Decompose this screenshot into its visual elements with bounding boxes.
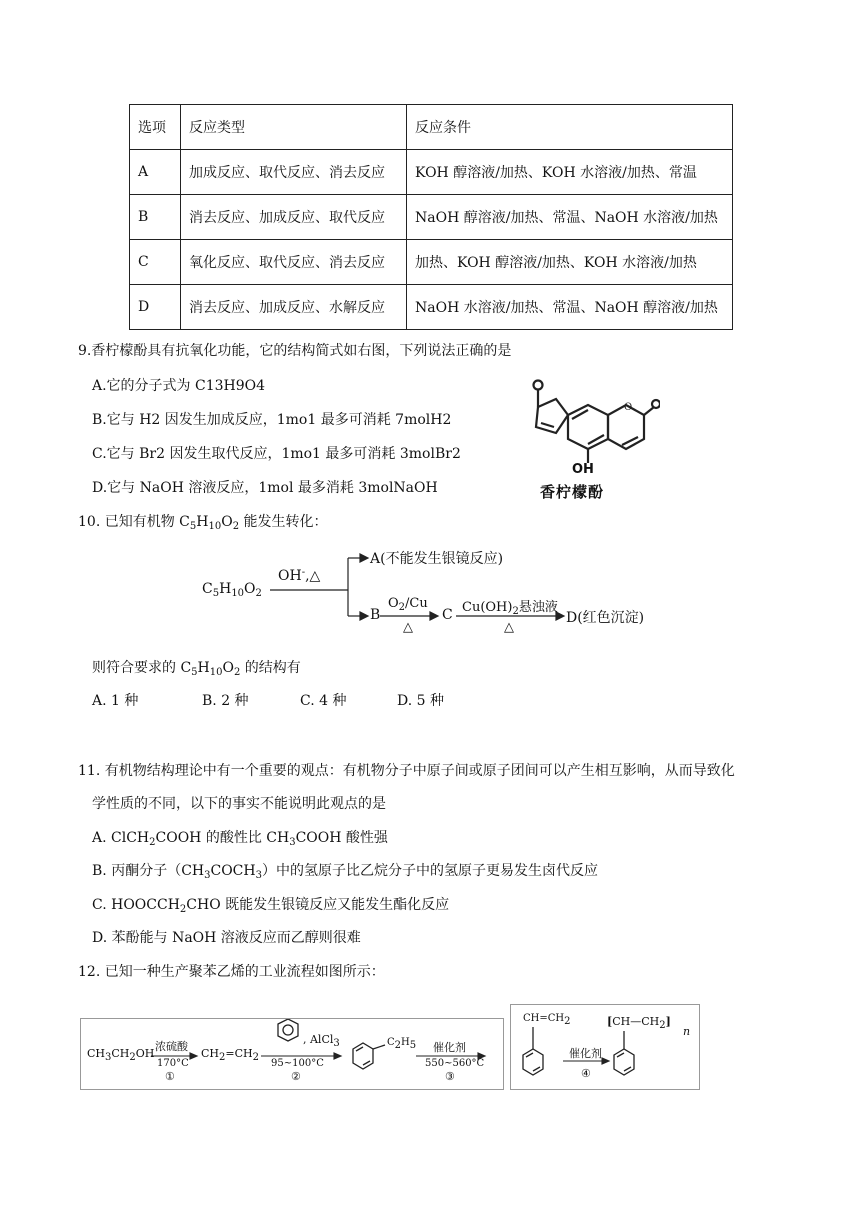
q12-step4: ④ (581, 1067, 591, 1080)
q12-cond2-reagent: , AlCl$_3$ (303, 1033, 340, 1049)
q10-reaction-scheme (200, 544, 670, 634)
q12-stem: 12. 已知一种生产聚苯乙烯的工业流程如图所示： (78, 964, 385, 980)
q12-ethanol: $CH_3CH_2OH$ (87, 1047, 155, 1063)
q12-cond1-bottom: 170°C (157, 1058, 189, 1069)
q11-option-a: A. ClCH$_2$COOH 的酸性比 $CH_3COOH$ 酸性强 (92, 830, 388, 848)
q12-ethylene: $CH_2=CH_2$ (201, 1047, 259, 1063)
q10-product-a: A(不能发生银镜反应) (370, 551, 504, 567)
svg-text:O: O (624, 402, 633, 413)
bergaptol-figure (510, 377, 660, 501)
q10-stem: 10. 已知有机物 $C_5H_{10}O_2$ 能发生转化： (78, 514, 328, 532)
table-cell: B (130, 195, 181, 240)
q9-stem: 9.香柠檬酚具有抗氧化功能，它的结构简式如右图，下列说法正确的是 (78, 343, 512, 359)
q10-product-b: B (370, 607, 381, 623)
q12-process-panel-2 (510, 1004, 700, 1090)
q10-product-d: D(红色沉淀) (566, 610, 645, 626)
q11-stem-line2: 学性质的不同，以下的事实不能说明此观点的是 (92, 796, 386, 812)
table-header-cell: 反应类型 (181, 105, 407, 150)
q12-step1: ① (165, 1070, 175, 1083)
options-table (129, 104, 733, 330)
q10-option-c: C. 4 种 (300, 693, 347, 709)
table-row (130, 150, 733, 195)
q9-option-a: A.它的分子式为 C13H9O4 (92, 378, 266, 394)
table-row (130, 285, 733, 330)
q11-option-c: C. $HOOCCH_2CHO$ 既能发生银镜反应又能发生酯化反应 (92, 897, 450, 915)
q10-option-a: A. 1 种 (92, 693, 139, 709)
q12-cond3-top: 催化剂 (433, 1041, 466, 1054)
q10-condition-1: OH-,△ (278, 567, 321, 584)
table-cell: 消去反应、加成反应、水解反应 (181, 285, 407, 330)
q12-step2: ② (291, 1070, 301, 1083)
table-cell: C (130, 240, 181, 285)
table-cell: D (130, 285, 181, 330)
table-cell: KOH 醇溶液/加热、KOH 水溶液/加热、常温 (407, 150, 733, 195)
q11-stem-line1: 11. 有机物结构理论中有一个重要的观点：有机物分子中原子间或原子团间可以产生相互影响，从而导致化 (78, 763, 735, 779)
bergaptol-oh-label: OH (572, 462, 594, 477)
q10-condition-3-bottom: △ (504, 620, 514, 635)
q12-polymer: $[CH—CH_2]$ (607, 1015, 671, 1031)
q10-condition-2-bottom: △ (403, 620, 413, 635)
q10-option-d: D. 5 种 (397, 693, 444, 709)
table-cell: A (130, 150, 181, 195)
table-header-cell: 选项 (130, 105, 181, 150)
q10-product-c: C (442, 607, 453, 623)
q12-cond3-bottom: 550~560°C (425, 1058, 485, 1069)
q10-condition-3-top: $Cu(OH)_2$悬浊液 (462, 600, 558, 617)
q9-option-d: D.它与 NaOH 溶液反应，1mol 最多消耗 3molNaOH (92, 480, 438, 496)
q9-option-b: B.它与 H2 因发生加成反应，1mo1 最多可消耗 7molH2 (92, 412, 452, 428)
q12-cond4-top: 催化剂 (569, 1047, 602, 1060)
q9-option-c: C.它与 Br2 因发生取代反应，1mo1 最多可消耗 3molBr2 (92, 446, 461, 462)
table-row (130, 240, 733, 285)
q12-styrene: $CH=CH_2$ (523, 1013, 571, 1027)
q10-question: 则符合要求的 $C_5H_{10}O_2$ 的结构有 (92, 660, 301, 678)
bergaptol-caption: 香柠檬酚 (540, 483, 605, 501)
q11-option-b: B. 丙酮分子$(CH_3COCH_3)$中的氢原子比乙烷分子中的氢原子更易发生卤代反应 (92, 863, 598, 881)
q10-start-compound: $C_5H_{10}O_2$ (202, 581, 262, 599)
table-header-row (130, 105, 733, 150)
q11-option-d: D. 苯酚能与 NaOH 溶液反应而乙醇则很难 (92, 930, 361, 946)
table-cell: NaOH 醇溶液/加热、常温、NaOH 水溶液/加热 (407, 195, 733, 240)
table-header-cell: 反应条件 (407, 105, 733, 150)
q10-option-b: B. 2 种 (202, 693, 249, 709)
q10-condition-2-top: $O_2/Cu$ (388, 596, 428, 613)
table-row (130, 195, 733, 240)
q12-process-panel-1 (80, 1018, 504, 1090)
q12-ethylbenzene-substituent: $C_2H_5$ (387, 1037, 417, 1051)
q12-cond1-top: 浓硫酸 (155, 1040, 188, 1053)
table-cell: 加成反应、取代反应、消去反应 (181, 150, 407, 195)
table-cell: NaOH 水溶液/加热、常温、NaOH 醇溶液/加热 (407, 285, 733, 330)
q12-step3: ③ (445, 1070, 455, 1083)
q12-polymer-n: n (683, 1025, 691, 1038)
table-cell: 加热、KOH 醇溶液/加热、KOH 水溶液/加热 (407, 240, 733, 285)
table-cell: 氧化反应、取代反应、消去反应 (181, 240, 407, 285)
table-cell: 消去反应、加成反应、取代反应 (181, 195, 407, 240)
q12-cond2-bottom: 95~100°C (271, 1058, 324, 1069)
